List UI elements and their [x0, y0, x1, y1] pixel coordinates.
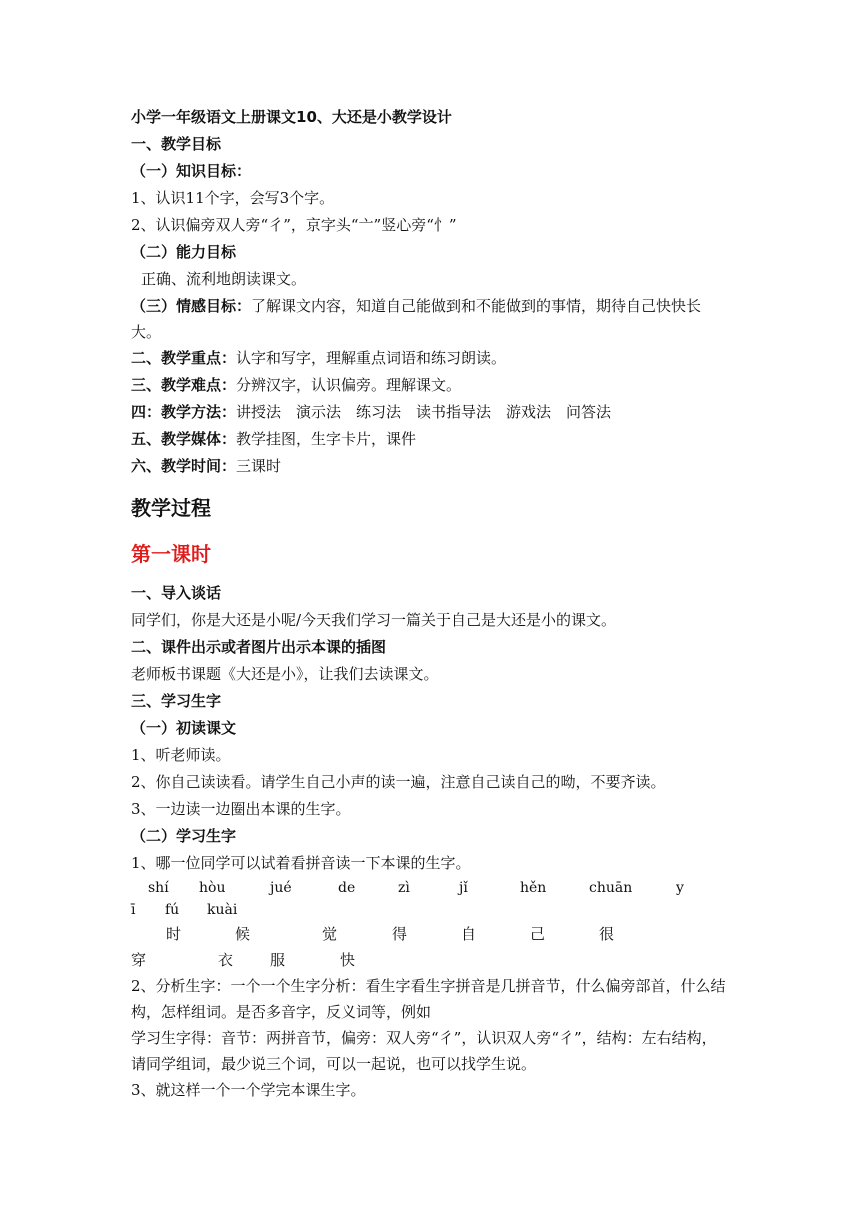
time-text: 三课时: [236, 457, 282, 475]
methods-text: 讲授法 演示法 练习法 读书指导法 游戏法 问答法: [236, 403, 612, 421]
character: 快: [340, 951, 356, 969]
step-learn-chars: 三、学习生字: [131, 692, 222, 710]
subsection-knowledge: （一）知识目标：: [131, 162, 252, 180]
doc-title: 小学一年级语文上册课文10、大还是小教学设计: [131, 108, 452, 126]
time: [131, 453, 731, 480]
document-page: [131, 104, 731, 1104]
reading-item-1: 1、听老师读。: [131, 746, 231, 764]
character: 很: [599, 925, 615, 943]
methods: [131, 399, 731, 426]
pinyin-row-1: [131, 877, 731, 899]
key-points: [131, 345, 731, 372]
pinyin-row-2: [131, 899, 731, 921]
learn-item-3: 3、就这样一个一个学完本课生字。: [131, 1081, 366, 1099]
pinyin: hòu: [199, 880, 226, 896]
pinyin: shí: [148, 880, 169, 896]
character: 觉: [322, 925, 338, 943]
difficulties-label: 三、教学难点：: [131, 376, 237, 394]
emotion-goal: [131, 293, 731, 345]
difficulties-text: 分辨汉字，认识偏旁。理解课文。: [236, 376, 462, 394]
sub-learn-chars: （二）学习生字: [131, 827, 237, 845]
pinyin: ī: [131, 902, 136, 918]
pinyin: jǐ: [459, 880, 468, 896]
chars-row-2: [131, 947, 731, 973]
character: 得: [392, 925, 408, 943]
learn-item-1: 1、哪一位同学可以试着看拼音读一下本课的生字。: [131, 854, 471, 872]
key-points-label: 二、教学重点：: [131, 349, 237, 367]
knowledge-item-1: 1、认识11个字，会写3个字。: [131, 189, 335, 207]
step-illustration: 二、课件出示或者图片出示本课的插图: [131, 638, 387, 656]
media: [131, 426, 731, 453]
chars-row-1: [131, 921, 731, 947]
character: 衣: [218, 951, 234, 969]
pinyin: chuān: [589, 880, 633, 896]
pinyin: hěn: [520, 880, 547, 896]
reading-item-2: 2、你自己读读看。请学生自己小声的读一遍，注意自己读自己的呦，不要齐读。: [131, 773, 666, 791]
character: 服: [270, 951, 286, 969]
learn-item-2: 2、分析生字：一个一个生字分析：看生字看生字拼音是几拼音节，什么偏旁部首，什么结构，怎样组词。是否多音字，反义词等，例如: [131, 977, 726, 1021]
character: 己: [530, 925, 546, 943]
step-illustration-text: 老师板书课题《大还是小》，让我们去读课文。: [131, 665, 439, 683]
subsection-ability: （二）能力目标: [131, 243, 237, 261]
sub-first-reading: （一）初读课文: [131, 719, 237, 737]
character: 时: [166, 925, 182, 943]
character: 候: [235, 925, 251, 943]
key-points-text: 认字和写字，理解重点词语和练习朗读。: [236, 349, 507, 367]
emotion-label: （三）情感目标：: [131, 297, 252, 315]
learn-item-2-example: 学习生字得：音节：两拼音节，偏旁：双人旁“彳”，认识双人旁“彳”，结构：左右结构，请同学组词，最少说三个词，可以一起说，也可以找学生说。: [131, 1029, 717, 1073]
pinyin: y: [676, 880, 684, 896]
time-label: 六、教学时间：: [131, 457, 237, 475]
media-label: 五、教学媒体：: [131, 430, 237, 448]
knowledge-item-2: 2、认识偏旁双人旁“彳”，京字头“亠”竖心旁“忄”: [131, 216, 457, 234]
reading-item-3: 3、一边读一边圈出本课的生字。: [131, 800, 351, 818]
character: 自: [461, 925, 477, 943]
pinyin: zì: [398, 880, 410, 896]
section-objectives: 一、教学目标: [131, 135, 222, 153]
emotion-text: 了解课文内容，知道自己能做到和不能做到的事情，期待自己快快长大。: [131, 297, 702, 341]
methods-label: 四：教学方法：: [131, 403, 237, 421]
difficulties: [131, 372, 731, 399]
pinyin: kuài: [207, 902, 238, 918]
ability-text: 正确、流利地朗读课文。: [141, 270, 307, 288]
pinyin: jué: [270, 880, 292, 896]
pinyin: de: [338, 880, 356, 896]
step-intro: 一、导入谈话: [131, 584, 222, 602]
pinyin: fú: [165, 902, 180, 918]
heading-process: 教学过程: [131, 496, 211, 520]
media-text: 教学挂图，生字卡片，课件: [236, 430, 417, 448]
heading-lesson-1: 第一课时: [131, 542, 211, 566]
step-intro-text: 同学们，你是大还是小呢/今天我们学习一篇关于自己是大还是小的课文。: [131, 611, 617, 629]
character: 穿: [131, 951, 147, 969]
